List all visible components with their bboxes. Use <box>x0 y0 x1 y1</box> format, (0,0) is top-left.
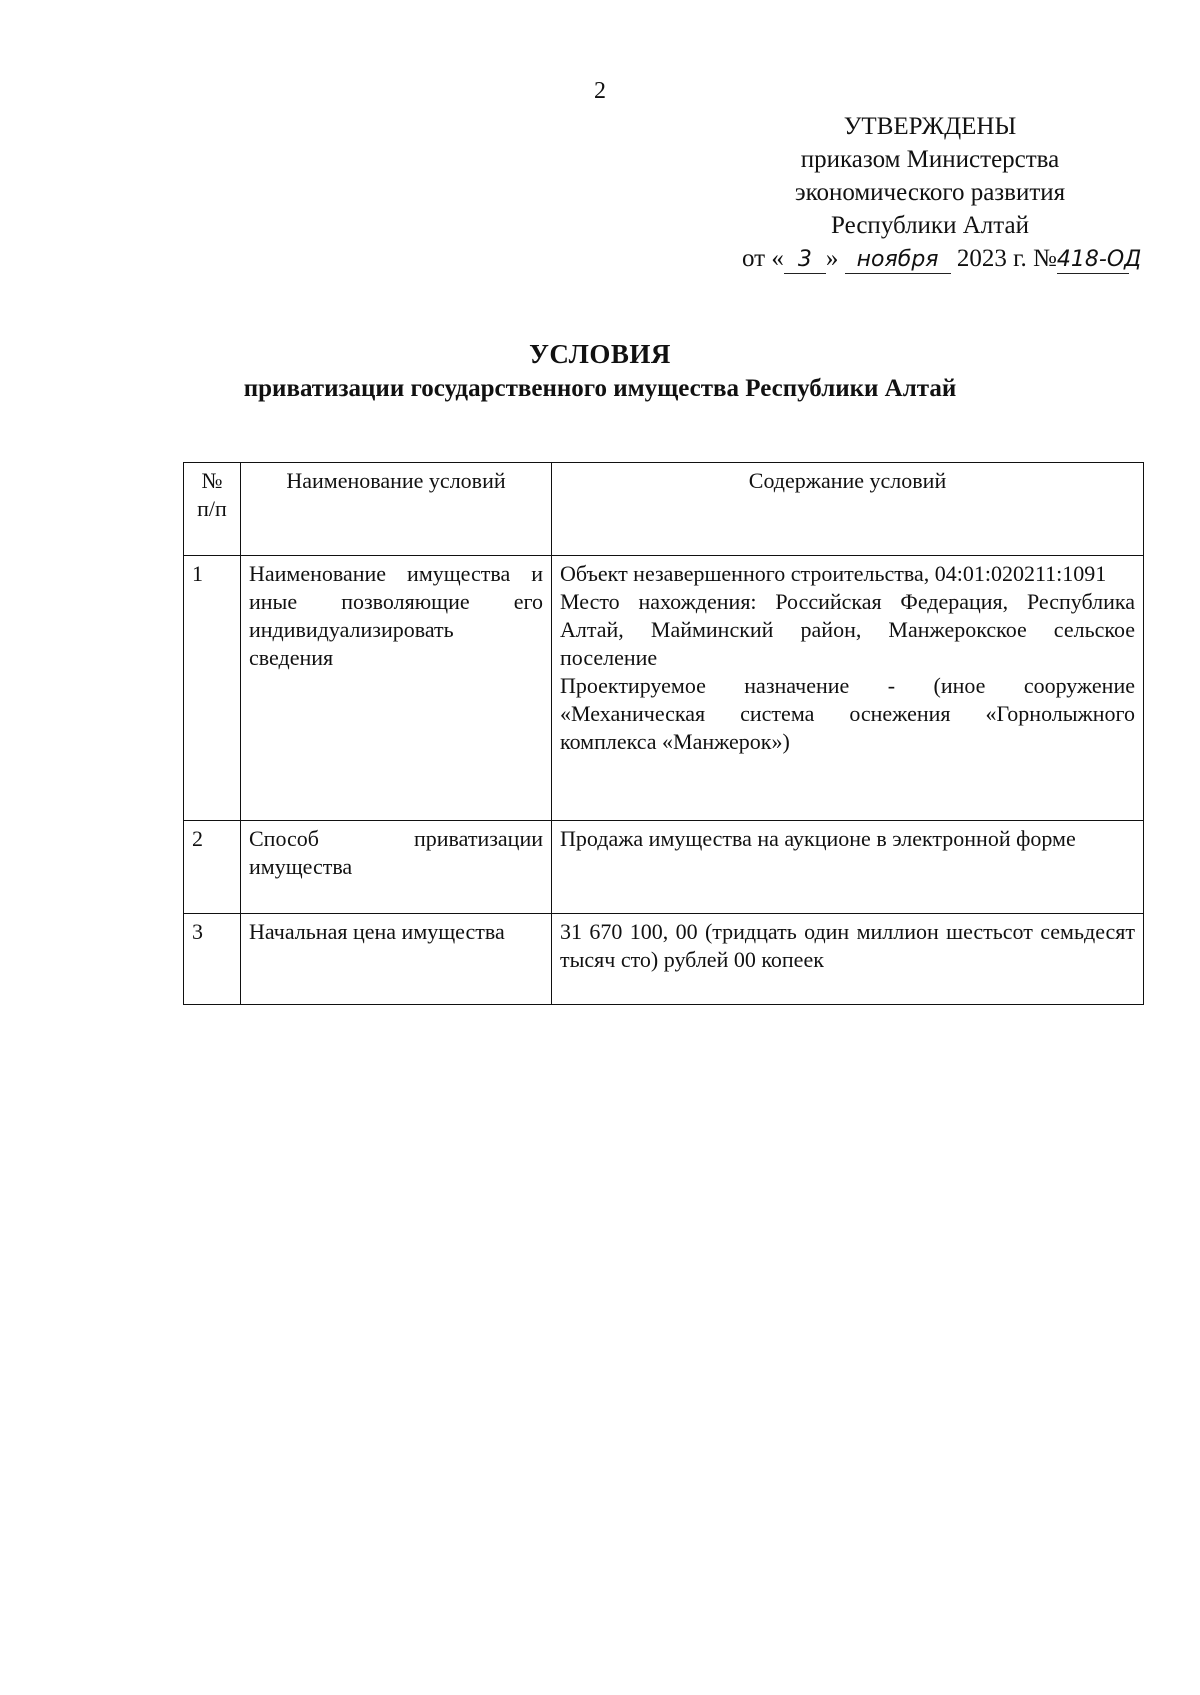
content-paragraph: Проектируемое назначение - (иное сооружение «Механическая система оснежения «Горнолыжного комплекса «Манжерок») <box>560 673 1135 754</box>
date-month-handwritten: ноября <box>845 247 951 274</box>
row-content <box>552 821 1144 914</box>
approval-heading: УТВЕРЖДЕНЫ <box>843 113 1017 140</box>
date-year: 2023 г. № <box>956 245 1057 272</box>
header-name: Наименование условий <box>241 463 552 556</box>
row-name: Способ приватизации имущества <box>241 821 552 914</box>
row-name: Наименование имущества и иные позволяющие его индивидуализировать сведения <box>241 556 552 821</box>
row-num: 3 <box>184 914 241 1005</box>
page-number: 2 <box>594 78 606 104</box>
title-sub: приватизации государственного имущества Республики Алтай <box>243 375 957 402</box>
header-content: Содержание условий <box>552 463 1144 556</box>
content-paragraph: Место нахождения: Российская Федерация, Республика Алтай, Майминский район, Манжерокское сельское поселение <box>560 589 1135 670</box>
approval-date-line <box>690 242 1170 275</box>
approval-block <box>690 110 1170 275</box>
conditions-table <box>183 462 1144 1005</box>
approval-line-2: экономического развития <box>794 179 1066 206</box>
date-day-handwritten: 3 <box>784 247 826 274</box>
content-paragraph: 31 670 100, 00 (тридцать один миллион шестьсот семьдесят тысяч сто) рублей 00 копеек <box>560 919 1135 972</box>
header-num: № п/п <box>184 463 241 556</box>
table-row <box>184 821 1144 914</box>
content-paragraph: Продажа имущества на аукционе в электронной форме <box>560 826 1076 851</box>
content-paragraph: Объект незавершенного строительства, 04:01:020211:1091 <box>560 561 1107 586</box>
row-num: 2 <box>184 821 241 914</box>
document-title <box>0 336 1200 406</box>
row-name: Начальная цена имущества <box>241 914 552 1005</box>
date-mid: » <box>825 245 839 272</box>
table-row <box>184 556 1144 821</box>
table-header-row <box>184 463 1144 556</box>
table-row <box>184 914 1144 1005</box>
row-content <box>552 914 1144 1005</box>
row-content <box>552 556 1144 821</box>
approval-line-1: приказом Министерства <box>800 146 1060 173</box>
title-main: УСЛОВИЯ <box>529 339 671 369</box>
approval-line-3: Республики Алтай <box>831 212 1029 239</box>
order-number-handwritten: 418-ОД <box>1056 247 1142 272</box>
date-prefix: от « <box>742 245 784 272</box>
row-num: 1 <box>184 556 241 821</box>
